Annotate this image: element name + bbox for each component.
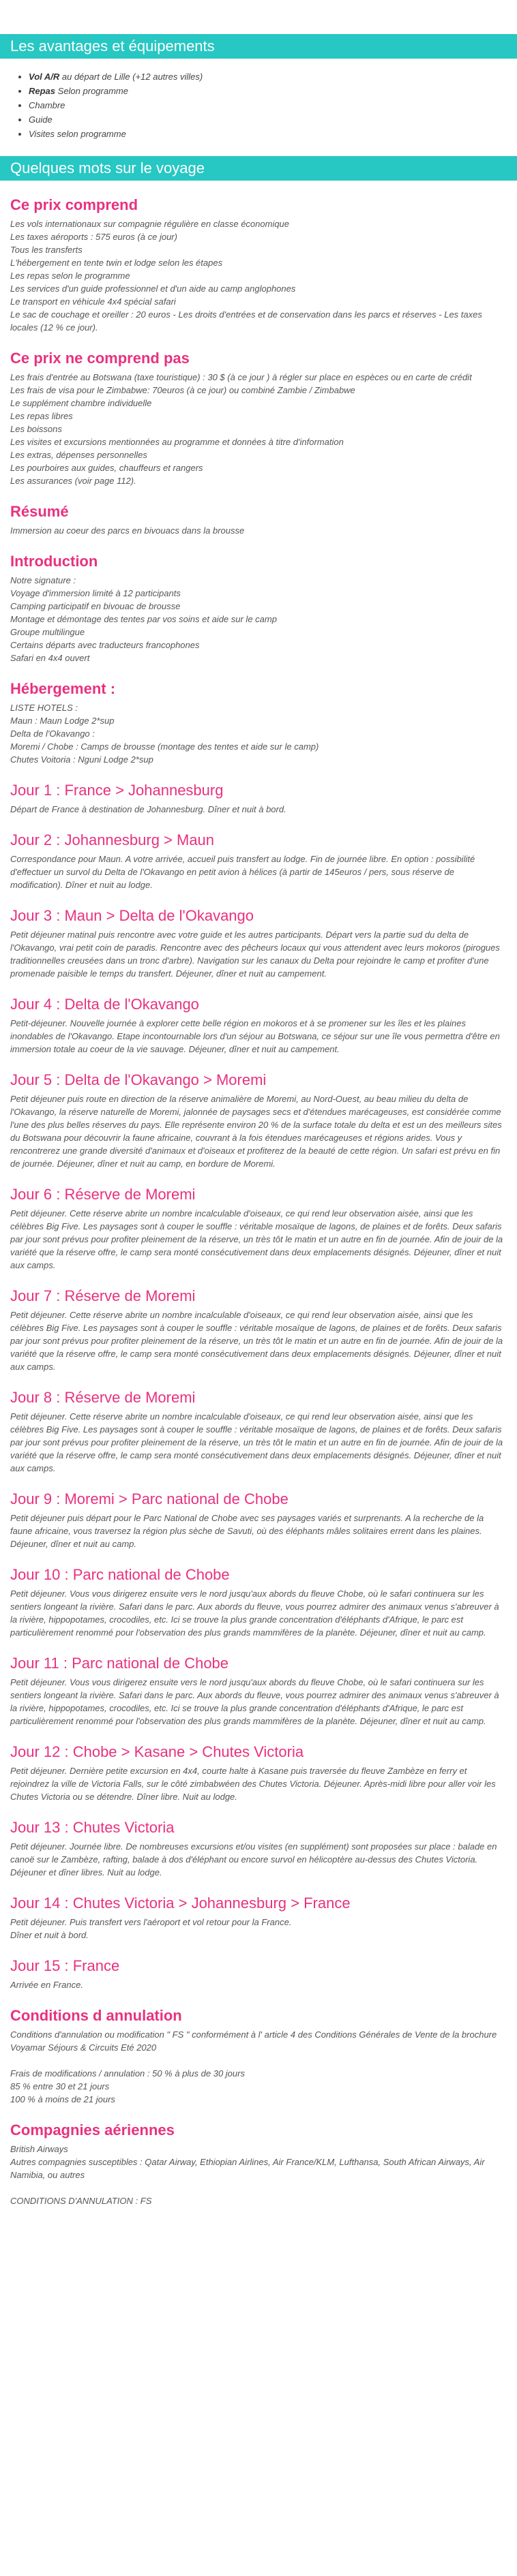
advantage-item-text: Visites selon programme [29, 129, 126, 139]
section-line: Dîner et nuit à bord. [10, 1930, 89, 1940]
section-line: Les assurances (voir page 112). [10, 476, 136, 486]
section-line: Certains départs avec traducteurs francophones [10, 640, 200, 650]
section-line: Safari en 4x4 ouvert [10, 653, 90, 663]
advantage-item-text: Chambre [29, 100, 65, 110]
section-line: Montage et démontage des tentes par vos soins et aide sur le camp [10, 614, 277, 624]
section-line: L'hébergement en tente twin et lodge selon les étapes [10, 258, 223, 268]
section-line: British Airways [10, 2144, 68, 2154]
section-line: Les extras, dépenses personnelles [10, 450, 147, 460]
section-title: Conditions d annulation [10, 2007, 182, 2024]
section-line: Petit déjeuner. Cette réserve abrite un nombre incalculable d'oiseaux, ce qui rend leur observation aisée, ainsi que les célèbres Big Five. Les paysages sont à couper le souffle : véritable mosaïque de lagons, de plaines et de forêts. Deux safaris par jour sont prévus pour profiter pleinement de la réserve, un très tôt le matin et un autre en fin de journée. Afin de jouir de la variété que la réserve offre, le camp sera monté consécutivement dans deux emplacements désignés. Déjeuner, dîner et nuit aux camps. [10, 1411, 503, 1473]
section-line: Le supplément chambre individuelle [10, 398, 152, 408]
blank-line [10, 2181, 507, 2194]
advantage-item-bold: Repas [29, 86, 56, 96]
section-title: Compagnies aériennes [10, 2121, 175, 2138]
section-line: Le transport en véhicule 4x4 spécial safari [10, 296, 176, 307]
section-line: Départ de France à destination de Johannesburg. Dîner et nuit à bord. [10, 804, 286, 814]
section-line: Tous les transferts [10, 245, 83, 255]
section-title: Résumé [10, 503, 69, 520]
section-line: Arrivée en France. [10, 1980, 83, 1990]
section-line: Petit déjeuner puis route en direction de la réserve animalière de Moremi, au Nord-Ouest, au beau milieu du delta de l'Okavango, la réserve naturelle de Moremi, jalonnée de paysages secs et d'étendues marécageuses, est considérée comme l'une des plus belles réserves du pays. Elle représente environ 20 % de la surface totale du delta et est un des meilleurs sites du Botswana pour découvrir la faune africaine, couvrant à la fois étendues marécageuses et régions arides. Vous y rencontrerez une grande diversité d'animaux et d'oiseaux et profiterez de la beauté de cette région. Un safari est prévu en fin de journée. Déjeuner, dîner et nuit au camp, en bordure de Moremi. [10, 1094, 502, 1169]
section-line: 100 % à moins de 21 jours [10, 2094, 115, 2104]
section-line: Chutes Voitoria : Nguni Lodge 2*sup [10, 754, 153, 765]
words-banner: Quelques mots sur le voyage [0, 156, 517, 181]
section-line: Petit déjeuner. Puis transfert vers l'aéroport et vol retour pour la France. [10, 1917, 292, 1927]
section-line: Les frais de visa pour le Zimbabwe: 70euros (à ce jour) ou combiné Zambie / Zimbabwe [10, 385, 355, 395]
section-line: Correspondance pour Maun. A votre arrivée, accueil puis transfert au lodge. Fin de journée libre. En option : possibilité d'effectuer un survol du Delta de l'Okavango en petit avion à hélices (à partir de 145euros / pers, sous réserve de modification). Dîner et nuit au lodge. [10, 854, 475, 890]
section-line: Maun : Maun Lodge 2*sup [10, 716, 115, 726]
advantage-item-bold: Vol A/R [29, 72, 60, 82]
section-line: Frais de modifications / annulation : 50 % à plus de 30 jours [10, 2068, 245, 2079]
section-line: Petit déjeuner matinal puis rencontre avec votre guide et les autres participants. Départ vers la partie sud du delta de l'Okavango, vrai petit coin de paradis. Rencontre avec des pêcheurs locaux qui vous attendent avec leurs mokoros (pirogues traditionnelles creusées dans un tronc d'arbre). Navigation sur les canaux du Delta pour rejoindre le camp et profiter d'une promenade paisible le temps du transfert. Déjeuner, dîner et nuit au campement. [10, 930, 500, 979]
section-line: Petit déjeuner. Cette réserve abrite un nombre incalculable d'oiseaux, ce qui rend leur observation aisée, ainsi que les célèbres Big Five. Les paysages sont à couper le souffle : véritable mosaïque de lagons, de plaines et de forêts. Deux safaris par jour sont prévus pour profiter pleinement de la réserve, un très tôt le matin et un autre en fin de journée. Afin de jouir de la variété que la réserve offre, le camp sera monté consécutivement dans deux emplacements désignés. Déjeuner, dîner et nuit aux camps. [10, 1310, 503, 1372]
section-line: Camping participatif en bivouac de brousse [10, 601, 181, 611]
section-line: Petit déjeuner. Vous vous dirigerez ensuite vers le nord jusqu'aux abords du fleuve Chobe, où le safari continuera sur les sentiers longeant la rivière. Safari dans le parc. Aux abords du fleuve, vous pourrez admirer des animaux venus s'abreuver à la rivière, hippopotames, crocodiles, etc. Ici se trouve la plus grande concentration d'éléphants d'Afrique, le parc est particulièrement renommé pour l'observation des plus grands mammifères de la planète. Déjeuner, dîner et nuit au camp. [10, 1589, 499, 1638]
advantages-banner: Les avantages et équipements [0, 34, 517, 59]
section-line: Les services d'un guide professionnel et d'un aide au camp anglophones [10, 283, 296, 294]
section-line: Delta de l'Okavango : [10, 729, 95, 739]
section-line: 85 % entre 30 et 21 jours [10, 2081, 110, 2091]
section-line: Autres compagnies susceptibles : Qatar Airway, Ethiopian Airlines, Air France/KLM, Lufthansa, South African Airways, Air Namibia, ou autres [10, 2157, 485, 2180]
section-line: Les frais d'entrée au Botswana (taxe touristique) : 30 $ (à ce jour ) à régler sur place en espèces ou en carte de crédit [10, 372, 472, 382]
section-line: Petit déjeuner puis départ pour le Parc National de Chobe avec ses paysages variés et surprenants. A la recherche de la faune africaine, vous traversez la région plus sèche de Savuti, où des éléphants mâles solitaires errent dans les plaines. Déjeuner, dîner et nuit au camp. [10, 1513, 484, 1549]
section-title: Jour 14 : Chutes Victoria > Johannesburg > France [10, 1895, 351, 1912]
advantage-item [29, 84, 517, 98]
section-line: Les visites et excursions mentionnées au programme et données à titre d'information [10, 437, 344, 447]
section-line: Petit déjeuner. Vous vous dirigerez ensuite vers le nord jusqu'aux abords du fleuve Chobe, où le safari continuera sur les sentiers longeant la rivière. Safari dans le parc. Aux abords du fleuve, vous pourrez admirer des animaux venus s'abreuver à la rivière, hippopotames, crocodiles, etc. Ici se trouve la plus grande concentration d'éléphants d'Afrique, le parc est particulièrement renommé pour l'observation des plus grands mammifères de la planète. Déjeuner, dîner et nuit au camp. [10, 1677, 499, 1726]
section-line: Petit déjeuner. Cette réserve abrite un nombre incalculable d'oiseaux, ce qui rend leur observation aisée, ainsi que les célèbres Big Five. Les paysages sont à couper le souffle : véritable mosaïque de lagons, de plaines et de forêts. Deux safaris par jour sont prévus pour profiter pleinement de la réserve, un très tôt le matin et un autre en fin de journée. Afin de jouir de la variété que la réserve offre, le camp sera monté consécutivement dans deux emplacements désignés. Déjeuner, dîner et nuit aux camps. [10, 1208, 503, 1270]
section-title: Jour 12 : Chobe > Kasane > Chutes Victoria [10, 1743, 304, 1760]
section-line: Moremi / Chobe : Camps de brousse (montage des tentes et aide sur le camp) [10, 741, 319, 752]
section-title: Jour 7 : Réserve de Moremi [10, 1287, 196, 1304]
section-title: Jour 10 : Parc national de Chobe [10, 1566, 230, 1583]
section-title: Jour 11 : Parc national de Chobe [10, 1655, 229, 1672]
section-line: Petit déjeuner. Journée libre. De nombreuses excursions et/ou visites (en supplément) sont proposées sur place : balade en canoë sur le Zambèze, rafting, balade à dos d'éléphant ou encore survol en hélicoptère au-dessus des Chutes Victoria. Déjeuner et dîner libres. Nuit au lodge. [10, 1841, 497, 1877]
advantage-item-text: au départ de Lille (+12 autres villes) [59, 72, 203, 82]
section-line: Voyage d'immersion limité à 12 participants [10, 588, 181, 598]
section-line: Les pourboires aux guides, chauffeurs et rangers [10, 463, 203, 473]
section-line: Les repas selon le programme [10, 271, 130, 281]
advantage-item [29, 112, 517, 127]
section-line: Immersion au coeur des parcs en bivouacs dans la brousse [10, 525, 245, 536]
section-title: Jour 8 : Réserve de Moremi [10, 1389, 196, 1406]
section-title: Jour 9 : Moremi > Parc national de Chobe [10, 1490, 289, 1507]
section-title: Jour 1 : France > Johannesburg [10, 782, 224, 799]
advantage-item-text: Guide [29, 114, 53, 125]
section-line: Petit déjeuner. Dernière petite excursion en 4x4, courte halte à Kasane puis traversée du fleuve Zambèze en ferry et rejoindrez la ville de Victoria Falls, sur le côté zimbabwéen des Chutes Victoria. Déjeuner. Après-midi libre pour aller voir les Chutes Victoria ou se détendre. Dîner libre. Nuit au lodge. [10, 1766, 496, 1802]
advantages-list [0, 70, 517, 141]
advantage-item-text: Selon programme [55, 86, 128, 96]
advantage-item [29, 98, 517, 112]
section-line: Les taxes aéroports : 575 euros (à ce jour) [10, 232, 177, 242]
section-title: Jour 13 : Chutes Victoria [10, 1819, 175, 1836]
section-line: Groupe multilingue [10, 627, 85, 637]
section-title: Jour 4 : Delta de l'Okavango [10, 996, 199, 1013]
advantage-item [29, 127, 517, 141]
section-line: Notre signature : [10, 575, 76, 585]
section-title: Hébergement : [10, 680, 116, 697]
section-title: Ce prix comprend [10, 196, 138, 213]
section-title: Introduction [10, 553, 98, 570]
section-title: Jour 2 : Johannesburg > Maun [10, 831, 215, 848]
section-line: Les repas libres [10, 411, 73, 421]
section-title: Jour 5 : Delta de l'Okavango > Moremi [10, 1071, 267, 1088]
advantage-item [29, 70, 517, 84]
section-line: Le sac de couchage et oreiller : 20 euros - Les droits d'entrées et de conservation dans les parcs et réserves - Les taxes locales (12 % ce jour). [10, 309, 482, 333]
section-line: LISTE HOTELS : [10, 703, 78, 713]
section-title: Jour 15 : France [10, 1957, 120, 1974]
section-line: Les vols internationaux sur compagnie régulière en classe économique [10, 219, 290, 229]
section-title: Ce prix ne comprend pas [10, 350, 190, 367]
section-line: Les boissons [10, 424, 62, 434]
section-line: Petit-déjeuner. Nouvelle journée à explorer cette belle région en mokoros et à se promener sur les îles et les plaines inondables de l'Okavango. Etape incontournable lors d'un séjour au Botswana, ce séjour sur une île vous permettra d'être en immersion totale au coeur de la vie sauvage. Déjeuner, dîner et nuit au campement. [10, 1018, 500, 1054]
section-line: Conditions d'annulation ou modification " FS " conformément à l' article 4 des Conditions Générales de Vente de la brochure Voyamar Séjours & Circuits Eté 2020 [10, 2029, 497, 2053]
section-line: CONDITIONS D'ANNULATION : FS [10, 2196, 152, 2206]
section-title: Jour 3 : Maun > Delta de l'Okavango [10, 907, 254, 924]
section-title: Jour 6 : Réserve de Moremi [10, 1186, 196, 1203]
blank-line [10, 2054, 507, 2067]
trip-content [0, 181, 517, 2235]
